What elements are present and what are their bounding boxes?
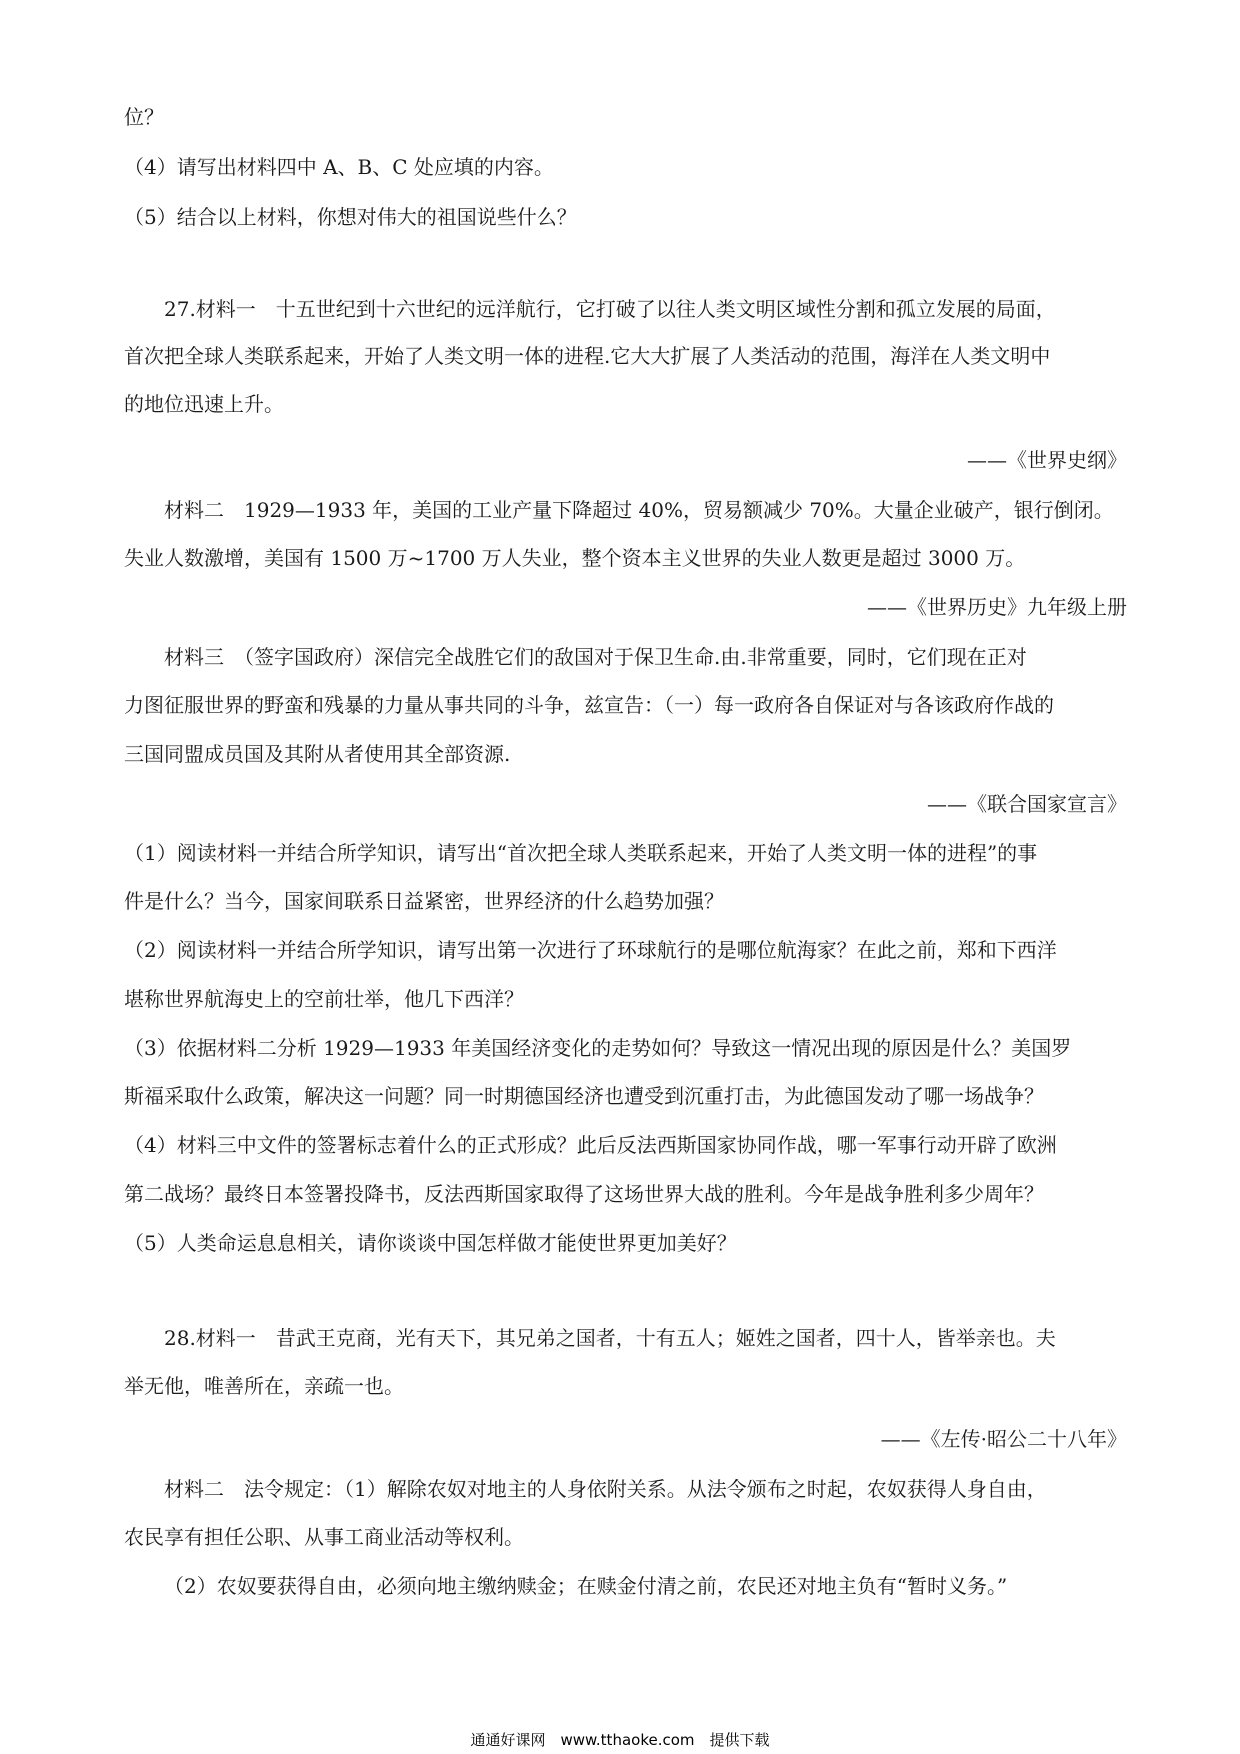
q27-material-3-line-3: 三国同盟成员国及其附从者使用其全部资源. <box>124 742 511 766</box>
q27-subquestion-4-line-1: （4）材料三中文件的签署标志着什么的正式形成？此后反法西斯国家协同作战，哪一军事行动开辟了欧洲 <box>124 1133 1057 1157</box>
q28-material-1-line-2: 举无他，唯善所在，亲疏一也。 <box>124 1374 404 1398</box>
q27-material-3-source: ——《联合国家宣言》 <box>927 792 1127 816</box>
q27-subquestion-3-line-1: （3）依据材料二分析 1929—1933 年美国经济变化的走势如何？导致这一情况出现的原因是什么？美国罗 <box>124 1036 1072 1060</box>
q27-subquestion-5: （5）人类命运息息相关，请你谈谈中国怎样做才能使世界更加美好？ <box>124 1231 737 1255</box>
q27-material-1-source: ——《世界史纲》 <box>967 448 1127 472</box>
q27-subquestion-4-line-2: 第二战场？最终日本签署投降书，反法西斯国家取得了这场世界大战的胜利。今年是战争胜利多少周年？ <box>124 1182 1044 1206</box>
q27-material-1-line-2: 首次把全球人类联系起来，开始了人类文明一体的进程.它大大扩展了人类活动的范围，海洋在人类文明中 <box>124 344 1051 368</box>
q26-continuation: 位？ <box>124 105 164 129</box>
q26-subquestion-4: （4）请写出材料四中 A、B、C 处应填的内容。 <box>124 155 554 179</box>
q28-material-1-line-1: 28.材料一 昔武王克商，光有天下，其兄弟之国者，十有五人；姬姓之国者，四十人，皆举亲也。夫 <box>164 1326 1056 1350</box>
q27-material-3-line-1: 材料三 （签字国政府）深信完全战胜它们的敌国对于保卫生命.由.非常重要，同时，它们现在正对 <box>164 645 1027 669</box>
q28-material-1-source: ——《左传·昭公二十八年》 <box>880 1427 1127 1451</box>
q27-subquestion-1-line-1: （1）阅读材料一并结合所学知识，请写出“首次把全球人类联系起来，开始了人类文明一体的进程”的事 <box>124 841 1038 865</box>
q26-subquestion-5: （5）结合以上材料，你想对伟大的祖国说些什么？ <box>124 205 577 229</box>
q28-material-2-line-1: 材料二 法令规定：（1）解除农奴对地主的人身依附关系。从法令颁布之时起，农奴获得人身自由， <box>164 1477 1047 1501</box>
q27-subquestion-1-line-2: 件是什么？当今，国家间联系日益紧密，世界经济的什么趋势加强？ <box>124 889 724 913</box>
q28-material-2-line-2: 农民享有担任公职、从事工商业活动等权利。 <box>124 1525 524 1549</box>
page-footer: 通通好课网 www.tthaoke.com 提供下载 <box>470 1731 770 1749</box>
q27-material-1-line-3: 的地位迅速上升。 <box>124 392 284 416</box>
q27-subquestion-2-line-1: （2）阅读材料一并结合所学知识，请写出第一次进行了环球航行的是哪位航海家？在此之前，郑和下西洋 <box>124 938 1057 962</box>
q27-material-1-line-1: 27.材料一 十五世纪到十六世纪的远洋航行，它打破了以往人类文明区域性分割和孤立发展的局面， <box>164 297 1056 321</box>
q27-material-2-source: ——《世界历史》九年级上册 <box>867 595 1127 619</box>
q27-material-2-line-2: 失业人数激增，美国有 1500 万~1700 万人失业，整个资本主义世界的失业人数更是超过 3000 万。 <box>124 546 1026 570</box>
q27-material-3-line-2: 力图征服世界的野蛮和残暴的力量从事共同的斗争，兹宣告：（一）每一政府各自保证对与各该政府作战的 <box>124 693 1054 717</box>
q27-subquestion-2-line-2: 堪称世界航海史上的空前壮举，他几下西洋？ <box>124 987 524 1011</box>
q27-subquestion-3-line-2: 斯福采取什么政策，解决这一问题？同一时期德国经济也遭受到沉重打击，为此德国发动了哪一场战争？ <box>124 1084 1044 1108</box>
q27-material-2-line-1: 材料二 1929—1933 年，美国的工业产量下降超过 40%，贸易额减少 70%。大量企业破产，银行倒闭。 <box>164 498 1114 522</box>
q28-material-2-line-3: （2）农奴要获得自由，必须向地主缴纳赎金；在赎金付清之前，农民还对地主负有“暂时义务。” <box>164 1574 1008 1598</box>
